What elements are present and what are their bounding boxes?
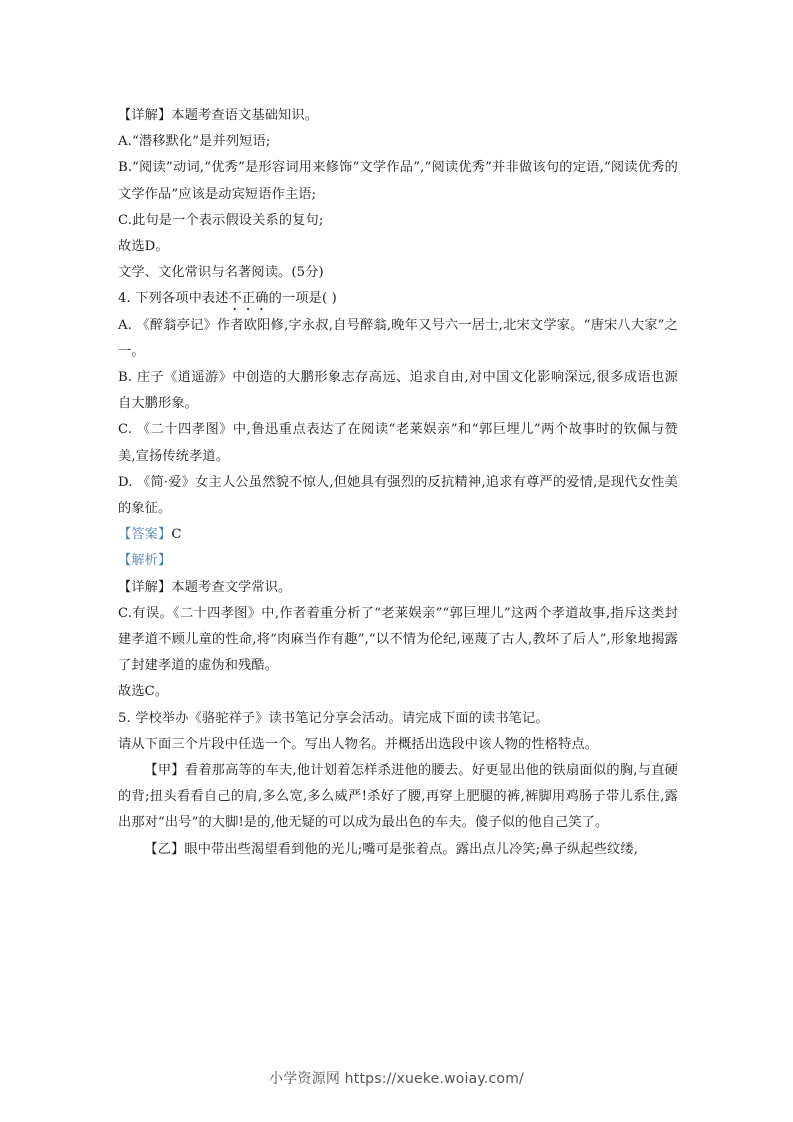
question-5-instruction: 请从下面三个片段中任选一个。写出人物名。并概括出选段中该人物的性格特点。 <box>118 736 599 752</box>
detail-line-1 <box>118 103 678 129</box>
option-b: B. 庄子《逍遥游》中创造的大鹏形象志存高远、追求自由,对中国文化影响深远,很多成语也源自大鹏形象。 <box>118 369 678 412</box>
answer-line <box>118 522 678 548</box>
answer-label: 【答案】 <box>118 527 172 543</box>
detail-text: 本题考查语文基础知识。 <box>171 108 319 123</box>
choose-c: 故选C。 <box>118 684 169 700</box>
question-4-emphasis: 不正确 <box>228 291 269 307</box>
excerpt-yi-text: 眼中带出些渴望看到他的光儿;嘴可是张着点。露出点儿冷笑;鼻子纵起些纹缕, <box>184 841 639 857</box>
option-c: C. 《二十四孝图》中,鲁迅重点表达了在阅读“老莱娱亲”和“郭巨埋儿”两个故事时的钦佩与赞美,宣扬传统孝道。 <box>118 422 678 464</box>
analysis-line <box>118 548 678 574</box>
excerpt-jia-text: 看着那高等的车夫,他计划着怎样杀进他的腰去。好更显出他的铁扇面似的胸,与直硬的背;扭头看看自己的肩,多么宽,多么威严!杀好了腰,再穿上肥腿的裤,裤脚用鸡肠子带儿系住,露出那对“出号”的大脚!是的,他无疑的可以成为最出色的车夫。傻子似的他自己笑了。 <box>118 762 678 831</box>
explain-a: A.“潜移默化”是并列短语; <box>118 134 271 150</box>
detail-line-2 <box>118 575 678 601</box>
footer-watermark: 小学资源网 https://xueke.woiay.com/ <box>269 1071 524 1087</box>
document-page <box>118 103 678 863</box>
answer-value: C <box>171 527 182 543</box>
excerpt-jia-label: 【甲】 <box>144 762 185 778</box>
excerpt-yi <box>118 837 678 863</box>
option-a: A. 《醉翁亭记》作者欧阳修,字永叔,自号醉翁,晚年又号六一居士,北宋文学家。“唐宋八大家”之一。 <box>118 317 678 359</box>
question-4 <box>118 286 678 312</box>
section-heading: 文学、文化常识与名著阅读。(5分) <box>118 265 324 281</box>
explain-b: B.“阅读”动词,“优秀”是形容词用来修饰“文学作品”,“阅读优秀”并非做该句的定语,“阅读优秀的文学作品”应该是动宾短语作主语; <box>118 160 678 202</box>
detail-label-2: 【详解】 <box>118 579 172 595</box>
explain-option-c: C.有误。《二十四孝图》中,作者着重分析了“老莱娱亲”“郭巨埋儿”这两个孝道故事,指斥这类封建孝道不顾儿童的性命,将“肉麻当作有趣”,“以不情为伦纪,诬蔑了古人,教坏了后人”,形象地揭露了封建孝道的虚伪和残酷。 <box>118 605 678 674</box>
choose-d: 故选D。 <box>118 238 169 254</box>
excerpt-yi-label: 【乙】 <box>144 841 185 857</box>
question-4-suffix: 的一项是( ) <box>268 291 337 307</box>
explain-c-grammar: C.此句是一个表示假设关系的复句; <box>118 212 324 228</box>
detail-text-2: 本题考查文学常识。 <box>171 579 292 595</box>
excerpt-jia <box>118 758 678 837</box>
analysis-label: 【解析】 <box>118 553 172 569</box>
detail-label: 【详解】 <box>118 108 172 123</box>
option-d: D. 《简·爱》女主人公虽然貌不惊人,但她具有强烈的反抗精神,追求有尊严的爱情,是现代女性美的象征。 <box>118 474 678 516</box>
question-5: 5. 学校举办《骆驼祥子》读书笔记分享会活动。请完成下面的读书笔记。 <box>118 710 549 726</box>
question-4-prefix: 4. 下列各项中表述 <box>118 291 229 307</box>
